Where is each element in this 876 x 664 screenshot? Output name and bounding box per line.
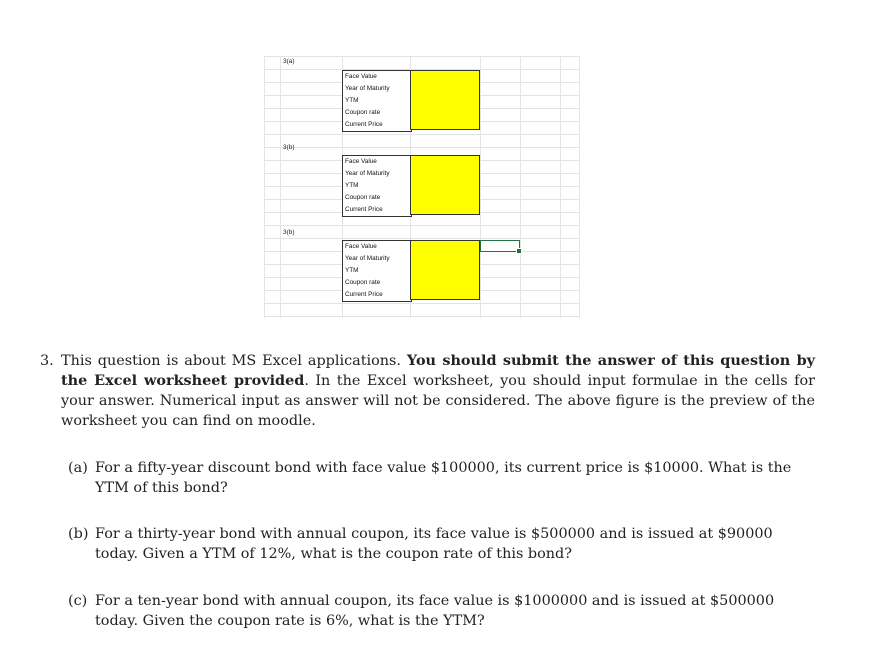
gridline <box>264 316 580 317</box>
question-3 <box>40 351 815 431</box>
question-number: 3. <box>40 353 54 369</box>
part-label: (b) <box>68 526 89 542</box>
gridline <box>264 134 580 135</box>
gridline <box>264 147 580 148</box>
selected-cell[interactable] <box>480 240 520 252</box>
part-label: (a) <box>68 460 88 476</box>
input-cell-range[interactable] <box>410 240 480 300</box>
field-label[interactable]: Current Price <box>345 206 383 213</box>
field-label[interactable]: Year of Maturity <box>345 85 390 92</box>
question-part-c <box>68 591 815 631</box>
field-label[interactable]: YTM <box>345 267 359 274</box>
field-label[interactable]: Current Price <box>345 121 383 128</box>
section-label: 3(b) <box>283 229 295 236</box>
gridline <box>264 238 580 239</box>
section-label: 3(a) <box>283 58 295 65</box>
input-cell-range[interactable] <box>410 70 480 130</box>
part-label: (c) <box>68 593 88 609</box>
gridline <box>264 56 265 318</box>
question-part-a <box>68 458 815 498</box>
gridline <box>480 56 481 318</box>
field-label[interactable]: Face Value <box>345 73 377 80</box>
field-label[interactable]: Face Value <box>345 243 377 250</box>
part-text: For a thirty-year bond with annual coupon, its face value is $500000 and is issued at $90000 today. Given a YTM of 12%, what is the coupon rate of this bond? <box>95 526 773 562</box>
gridline <box>520 56 521 318</box>
field-label[interactable]: Year of Maturity <box>345 170 390 177</box>
field-label-block <box>342 155 412 217</box>
field-label[interactable]: YTM <box>345 182 359 189</box>
field-label[interactable]: Year of Maturity <box>345 255 390 262</box>
gridline <box>264 303 580 304</box>
field-label-block <box>342 240 412 302</box>
question-intro: This question is about MS Excel applications. <box>61 353 407 369</box>
question-rest: . In the Excel worksheet, you should input formulae in the cells for your answer. Numerical input as answer will not be considered. The above figure is the preview of the worksheet you can find on moodle. <box>61 373 815 429</box>
part-text: For a fifty-year discount bond with face value $100000, its current price is $10000. What is the YTM of this bond? <box>95 460 792 496</box>
field-label[interactable]: Coupon rate <box>345 109 381 116</box>
gridline <box>264 225 580 226</box>
gridline <box>264 56 580 57</box>
field-label[interactable]: Current Price <box>345 291 383 298</box>
field-label[interactable]: YTM <box>345 97 359 104</box>
gridline <box>579 56 580 318</box>
field-label[interactable]: Face Value <box>345 158 377 165</box>
field-label-block <box>342 70 412 132</box>
question-part-b <box>68 524 815 564</box>
question-body <box>61 351 815 431</box>
field-label[interactable]: Coupon rate <box>345 194 381 201</box>
field-label[interactable]: Coupon rate <box>345 279 381 286</box>
gridline <box>280 56 281 318</box>
part-text: For a ten-year bond with annual coupon, its face value is $1000000 and is issued at $500000 today. Given the coupon rate is 6%, what is the YTM? <box>95 593 775 629</box>
section-label: 3(b) <box>283 144 295 151</box>
worksheet-preview <box>264 56 580 318</box>
gridline <box>560 56 561 318</box>
input-cell-range[interactable] <box>410 155 480 215</box>
question-emphasis: You should submit the answer of this question by the Excel worksheet provided <box>61 352 815 389</box>
